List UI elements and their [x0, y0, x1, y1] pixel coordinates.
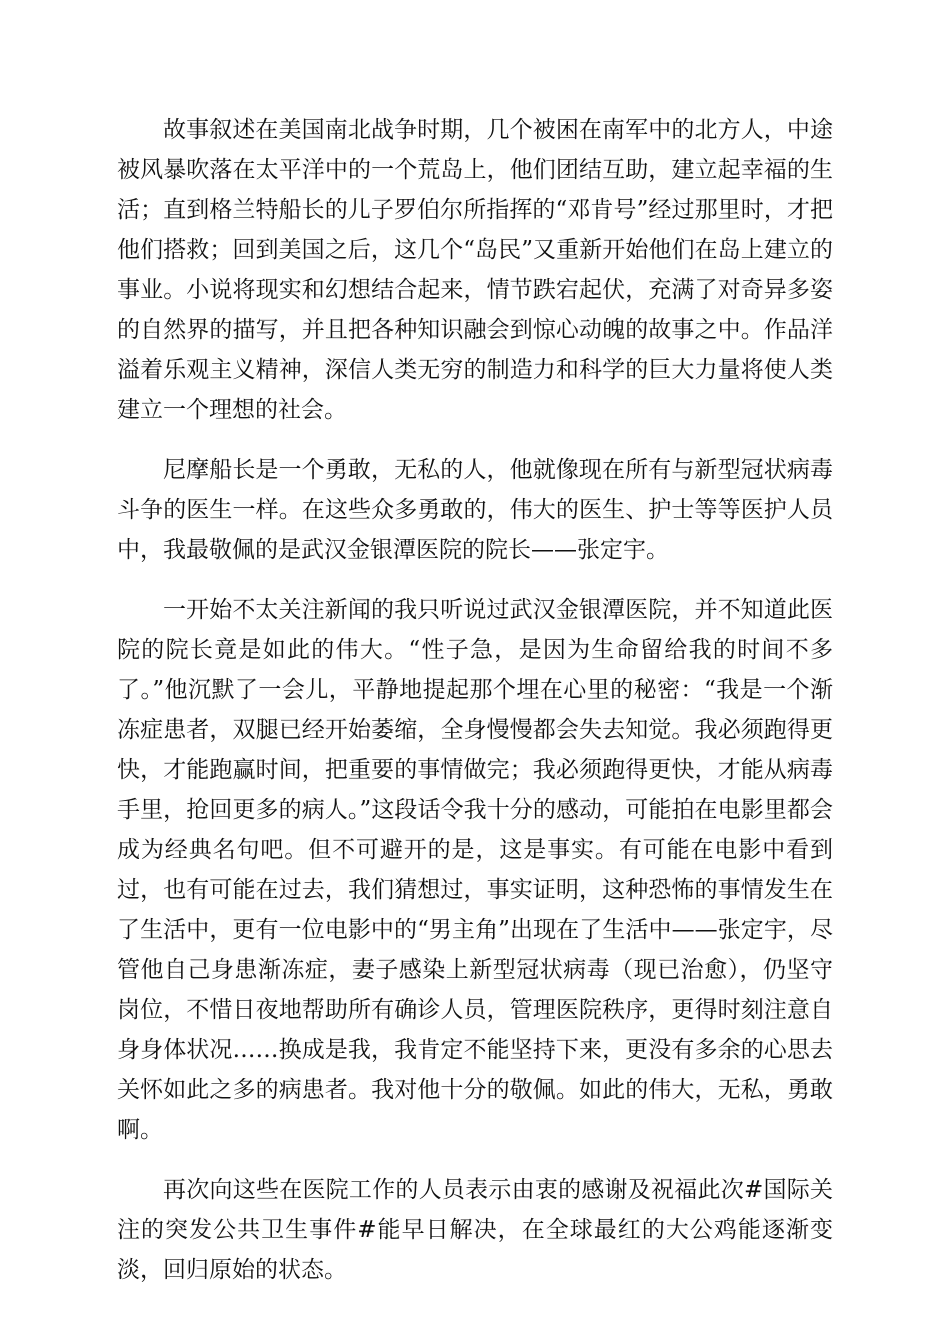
paragraph-zhang-dingyu: 一开始不太关注新闻的我只听说过武汉金银潭医院，并不知道此医院的院长竟是如此的伟大。“性子急，是因为生命留给我的时间不多了。”他沉默了一会儿，平静地提起那个埋在心里的秘密：“我是一个渐冻症患者，双腿已经开始萎缩，全身慢慢都会失去知觉。我必须跑得更快，才能跑赢时间，把重要的事情做完；我必须跑得更快，才能从病毒手里，抢回更多的病人。”这段话令我十分的感动，可能拍在电影里都会成为经典名句吧。但不可避开的是，这是事实。有可能在电影中看到过，也有可能在过去，我们猜想过，事实证明，这种恐怖的事情发生在了生活中，更有一位电影中的“男主角”出现在了生活中——张定宇，尽管他自己身患渐冻症，妻子感染上新型冠状病毒（现已治愈），仍坚守岗位，不惜日夜地帮助所有确诊人员，管理医院秩序，更得时刻注意自身身体状况……换成是我，我肯定不能坚持下来，更没有多余的心思去关怀如此之多的病患者。我对他十分的敬佩。如此的伟大，无私，勇敢啊。: [117, 597, 833, 1143]
document-body: [117, 110, 833, 1310]
paragraph-story-summary: 故事叙述在美国南北战争时期，几个被困在南军中的北方人，中途被风暴吹落在太平洋中的一个荒岛上，他们团结互助，建立起幸福的生活；直到格兰特船长的儿子罗伯尔所指挥的“邓肯号”经过那里时，才把他们搭救；回到美国之后，这几个“岛民”又重新开始他们在岛上建立的事业。小说将现实和幻想结合起来，情节跌宕起伏，充满了对奇异多姿的自然界的描写，并且把各种知识融会到惊心动魄的故事之中。作品洋溢着乐观主义精神，深信人类无穷的制造力和科学的巨大力量将使人类建立一个理想的社会。: [117, 117, 833, 423]
paragraph-closing-thanks: 再次向这些在医院工作的人员表示由衷的感谢及祝福此次#国际关注的突发公共卫生事件#能早日解决，在全球最红的大公鸡能逐渐变淡，回归原始的状态。: [117, 1177, 833, 1283]
paragraph-captain-nemo: 尼摩船长是一个勇敢，无私的人，他就像现在所有与新型冠状病毒斗争的医生一样。在这些众多勇敢的，伟大的医生、护士等等医护人员中，我最敬佩的是武汉金银潭医院的院长——张定宇。: [117, 457, 833, 563]
